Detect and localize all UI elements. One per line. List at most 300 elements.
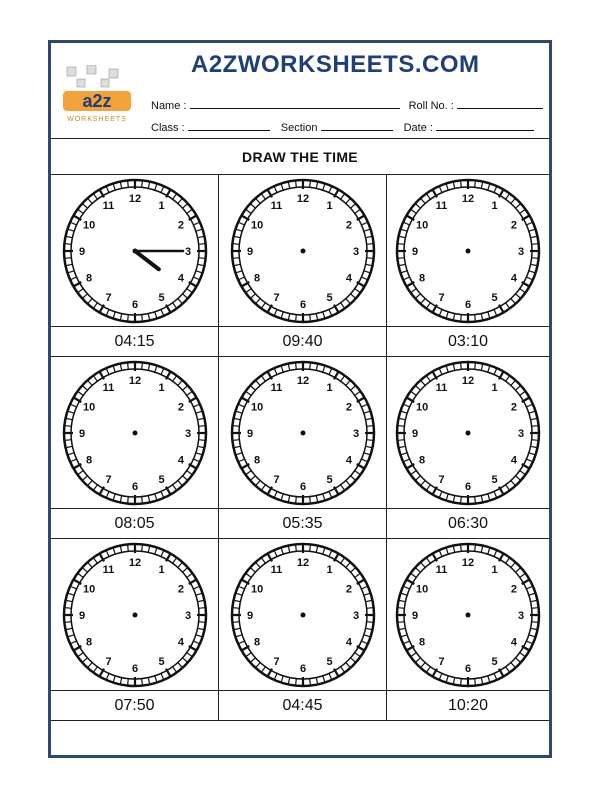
- clock-number: 6: [131, 481, 139, 493]
- time-label: 04:45: [219, 691, 387, 721]
- clock-tick: [120, 314, 121, 321]
- clock-tick: [516, 203, 521, 208]
- clock-number: 2: [510, 401, 517, 414]
- clock-tick: [78, 653, 84, 657]
- clock-tick: [366, 600, 373, 601]
- clock-tick: [329, 673, 332, 679]
- clock-tick: [178, 481, 183, 486]
- clock-tick: [87, 481, 92, 486]
- class-label: Class :: [151, 122, 185, 134]
- clock-tick: [411, 653, 417, 657]
- clock-tick: [426, 194, 430, 200]
- clock-number: 1: [158, 200, 165, 213]
- clock-tick: [281, 494, 283, 501]
- clock-tick: [196, 593, 203, 595]
- clock-tick: [532, 258, 539, 259]
- clock-tick: [183, 203, 188, 208]
- clock-number: 7: [273, 291, 280, 304]
- clock-number: 5: [491, 655, 498, 668]
- clock-number: 5: [158, 291, 165, 304]
- clock-tick: [399, 446, 406, 447]
- clock-tick: [199, 440, 206, 441]
- clock-cell[interactable]: [51, 175, 219, 327]
- clock-tick: [187, 209, 193, 213]
- clock-tick: [506, 303, 510, 309]
- clock-tick: [274, 368, 277, 374]
- clock-tick: [475, 497, 476, 504]
- clock-tick: [399, 600, 406, 601]
- clock-number: 1: [326, 382, 333, 395]
- clock-tick: [415, 203, 420, 208]
- clock-tick: [235, 411, 242, 413]
- clock-tick: [520, 573, 526, 577]
- clock-tick: [193, 277, 199, 280]
- clock-tick: [234, 600, 241, 601]
- clock-tick: [426, 376, 430, 382]
- clock-number: 7: [105, 473, 112, 486]
- clock-tick: [439, 550, 442, 556]
- clock-number: 6: [131, 299, 139, 311]
- clock-tick: [82, 294, 87, 299]
- clock-tick: [511, 481, 516, 486]
- clock-tick: [420, 481, 425, 486]
- clock-tick: [526, 277, 532, 280]
- clock-tick: [106, 673, 109, 679]
- clock-tick: [316, 182, 317, 189]
- clock-center: [133, 249, 138, 254]
- clock-tick: [193, 404, 199, 407]
- clock-tick: [481, 496, 482, 503]
- clock-tick: [532, 426, 539, 427]
- clock-tick: [78, 391, 84, 395]
- clock-tick: [329, 368, 332, 374]
- clock-cell[interactable]: [219, 357, 387, 509]
- clock-tick: [329, 186, 332, 192]
- clock-tick: [66, 446, 73, 447]
- clock-number: 3: [352, 428, 360, 440]
- clock-tick: [232, 426, 239, 427]
- clock-number: 1: [326, 200, 333, 213]
- clock-tick: [78, 471, 84, 475]
- clock-tick: [403, 586, 409, 589]
- time-label: 06:30: [387, 509, 549, 539]
- clock-tick: [274, 673, 277, 679]
- clock-tick: [453, 496, 454, 503]
- clock-tick: [66, 264, 73, 265]
- clock-number: 12: [128, 557, 142, 569]
- clock-tick: [364, 635, 371, 637]
- clock-tick: [296, 180, 297, 187]
- clock-tick: [173, 485, 177, 491]
- time-label: 08:05: [51, 509, 219, 539]
- clock-tick: [329, 491, 332, 497]
- clock-tick: [346, 198, 351, 203]
- clock-tick: [196, 229, 203, 231]
- clock-tick: [234, 418, 241, 419]
- clock-tick: [316, 496, 317, 503]
- clock-tick: [531, 236, 538, 237]
- clock-tick: [488, 365, 490, 372]
- section-field[interactable]: [321, 119, 393, 131]
- clock-tick: [183, 476, 188, 481]
- clock-tick: [234, 236, 241, 237]
- clock-tick: [346, 380, 351, 385]
- clock-tick: [323, 494, 325, 501]
- clock-tick: [70, 586, 76, 589]
- clock-tick: [364, 411, 371, 413]
- clock-tick: [120, 496, 121, 503]
- clock-tick: [178, 562, 183, 567]
- clock-tick: [426, 485, 430, 491]
- clock-number: 3: [184, 428, 192, 440]
- clock-tick: [399, 236, 406, 237]
- clock-tick: [67, 411, 74, 413]
- clock-tick: [361, 277, 367, 280]
- clock-tick: [64, 608, 71, 609]
- clock-tick: [113, 183, 115, 190]
- clock-tick: [403, 222, 409, 225]
- clock-tick: [142, 362, 143, 369]
- clock-number: 10: [250, 583, 264, 596]
- clock-tick: [420, 663, 425, 668]
- class-field[interactable]: [188, 119, 270, 131]
- clock-tick: [506, 376, 510, 382]
- name-field[interactable]: [190, 97, 400, 109]
- clock-tick: [310, 679, 311, 686]
- clock-tick: [296, 544, 297, 551]
- clock-tick: [70, 641, 76, 644]
- clock-tick: [193, 641, 199, 644]
- clock-tick: [351, 294, 356, 299]
- clock-tick: [198, 418, 205, 419]
- clock-face[interactable]: [219, 539, 387, 691]
- clock-tick: [67, 453, 74, 455]
- clock-number: 2: [345, 401, 352, 414]
- clock-tick: [238, 459, 244, 462]
- clock-tick: [232, 608, 239, 609]
- clock-tick: [199, 258, 206, 259]
- clock-number: 8: [419, 636, 426, 649]
- clock-tick: [187, 573, 193, 577]
- clock-tick: [142, 679, 143, 686]
- clock-tick: [426, 667, 430, 673]
- clock-tick: [529, 453, 536, 455]
- clock-tick: [355, 289, 361, 293]
- clock-tick: [274, 550, 277, 556]
- clock-tick: [488, 312, 490, 319]
- clock-tick: [148, 364, 149, 371]
- clock-face[interactable]: [219, 357, 387, 509]
- clock-tick: [288, 314, 289, 321]
- clock-cell[interactable]: [219, 175, 387, 327]
- clock-center: [466, 431, 471, 436]
- clock-tick: [316, 546, 317, 553]
- clock-tick: [400, 453, 407, 455]
- clock-tick: [235, 229, 242, 231]
- clock-number: 2: [177, 219, 184, 232]
- clock-tick: [529, 271, 536, 273]
- clock-tick: [411, 471, 417, 475]
- clock-face[interactable]: [51, 357, 219, 509]
- clock-number: 12: [461, 193, 475, 205]
- clock-tick: [461, 180, 462, 187]
- clock-tick: [64, 622, 71, 623]
- clock-number: 12: [461, 375, 475, 387]
- clock-tick: [446, 365, 448, 372]
- clock-tick: [187, 391, 193, 395]
- clock-tick: [173, 558, 177, 564]
- clock-tick: [364, 229, 371, 231]
- clock-cell[interactable]: [219, 539, 387, 691]
- hour-hand: [135, 251, 159, 269]
- clock-tick: [411, 391, 417, 395]
- clock-number: 6: [299, 663, 307, 675]
- clock-tick: [148, 546, 149, 553]
- clock-tick: [351, 567, 356, 572]
- clock-tick: [494, 550, 497, 556]
- clock-tick: [511, 198, 516, 203]
- clock-number: 12: [128, 193, 142, 205]
- clock-tick: [310, 497, 311, 504]
- clock-tick: [128, 497, 129, 504]
- date-field[interactable]: [436, 119, 534, 131]
- clock-tick: [397, 258, 404, 259]
- clock-center: [301, 249, 306, 254]
- clock-number: 5: [491, 291, 498, 304]
- clock-tick: [82, 203, 87, 208]
- clock-tick: [148, 678, 149, 685]
- clock-number: 12: [128, 375, 142, 387]
- clock-cell[interactable]: [387, 539, 549, 691]
- clock-face[interactable]: [51, 539, 219, 691]
- clock-tick: [367, 244, 374, 245]
- clock-tick: [323, 547, 325, 554]
- roll-field[interactable]: [457, 97, 543, 109]
- clock-tick: [66, 600, 73, 601]
- clock-tick: [70, 404, 76, 407]
- clock-tick: [199, 244, 206, 245]
- clock-tick: [161, 368, 164, 374]
- clock-tick: [142, 544, 143, 551]
- clock-tick: [173, 303, 177, 309]
- clock-tick: [481, 678, 482, 685]
- clock-tick: [113, 676, 115, 683]
- clock-number: 7: [105, 655, 112, 668]
- clock-tick: [520, 471, 526, 475]
- clock-tick: [183, 567, 188, 572]
- clock-tick: [261, 558, 265, 564]
- clock-tick: [461, 362, 462, 369]
- clock-number: 7: [438, 473, 445, 486]
- clock-tick: [235, 635, 242, 637]
- clock-tick: [161, 186, 164, 192]
- svg-text:a2z: a2z: [82, 91, 112, 111]
- clock-number: 8: [86, 636, 93, 649]
- clock-number: 9: [411, 246, 419, 258]
- clock-tick: [196, 635, 203, 637]
- clock-cell[interactable]: [387, 357, 549, 509]
- clock-tick: [400, 229, 407, 231]
- clock-tick: [420, 562, 425, 567]
- clock-tick: [70, 222, 76, 225]
- clock-center: [301, 431, 306, 436]
- clock-tick: [399, 418, 406, 419]
- clock-tick: [155, 494, 157, 501]
- clock-tick: [93, 558, 97, 564]
- clock-tick: [415, 294, 420, 299]
- time-label: 05:35: [219, 509, 387, 539]
- clock-tick: [288, 364, 289, 371]
- clock-tick: [198, 236, 205, 237]
- clock-tick: [235, 271, 242, 273]
- clock-number: 7: [105, 291, 112, 304]
- clock-tick: [488, 183, 490, 190]
- clock-tick: [366, 628, 373, 629]
- clock-number: 3: [517, 610, 525, 622]
- clock-tick: [296, 362, 297, 369]
- clock-tick: [439, 368, 442, 374]
- clock-tick: [64, 258, 71, 259]
- clock-tick: [316, 364, 317, 371]
- clock-number: 8: [419, 454, 426, 467]
- clock-tick: [366, 446, 373, 447]
- clock-tick: [531, 264, 538, 265]
- clock-tick: [66, 418, 73, 419]
- clock-tick: [361, 586, 367, 589]
- clock-tick: [411, 573, 417, 577]
- clock-tick: [526, 641, 532, 644]
- clock-face[interactable]: [387, 539, 549, 691]
- clock-tick: [475, 679, 476, 686]
- clock-number: 1: [158, 564, 165, 577]
- clock-tick: [235, 453, 242, 455]
- clock-face[interactable]: [387, 357, 549, 509]
- clock-tick: [78, 209, 84, 213]
- clock-tick: [183, 658, 188, 663]
- clock-tick: [367, 440, 374, 441]
- clock-tick: [93, 194, 97, 200]
- clock-tick: [178, 299, 183, 304]
- clock-tick: [453, 314, 454, 321]
- clock-number: 6: [131, 663, 139, 675]
- clock-tick: [367, 608, 374, 609]
- clock-cell[interactable]: [387, 175, 549, 327]
- clock-tick: [82, 658, 87, 663]
- clock-number: 3: [517, 428, 525, 440]
- clock-number: 6: [464, 481, 472, 493]
- clock-tick: [403, 404, 409, 407]
- clock-tick: [155, 547, 157, 554]
- clock-tick: [128, 679, 129, 686]
- clock-tick: [511, 663, 516, 668]
- clock-tick: [113, 547, 115, 554]
- clock-tick: [64, 426, 71, 427]
- clock-face[interactable]: [387, 175, 549, 327]
- clock-tick: [420, 198, 425, 203]
- clock-tick: [506, 194, 510, 200]
- clock-tick: [66, 236, 73, 237]
- clock-tick: [120, 182, 121, 189]
- clock-number: 6: [299, 481, 307, 493]
- clock-tick: [281, 183, 283, 190]
- clock-number: 2: [177, 583, 184, 596]
- clock-number: 12: [296, 193, 310, 205]
- clock-tick: [494, 368, 497, 374]
- clock-tick: [355, 653, 361, 657]
- clock-tick: [198, 600, 205, 601]
- clock-cell[interactable]: [51, 357, 219, 509]
- clock-tick: [234, 446, 241, 447]
- clock-tick: [488, 494, 490, 501]
- clock-tick: [506, 485, 510, 491]
- clock-tick: [494, 309, 497, 315]
- clock-number: 9: [246, 610, 254, 622]
- clock-tick: [288, 182, 289, 189]
- clock-tick: [250, 294, 255, 299]
- clock-tick: [415, 567, 420, 572]
- clock-tick: [397, 440, 404, 441]
- clock-tick: [488, 547, 490, 554]
- clock-tick: [400, 271, 407, 273]
- clock-tick: [397, 608, 404, 609]
- clock-tick: [193, 586, 199, 589]
- clock-tick: [397, 426, 404, 427]
- clock-cell[interactable]: [51, 539, 219, 691]
- clock-number: 11: [270, 200, 283, 213]
- clock-tick: [364, 593, 371, 595]
- clock-tick: [446, 494, 448, 501]
- clock-tick: [411, 289, 417, 293]
- clock-tick: [426, 558, 430, 564]
- clock-number: 12: [296, 375, 310, 387]
- clock-tick: [526, 404, 532, 407]
- clock-tick: [250, 658, 255, 663]
- clock-tick: [93, 485, 97, 491]
- clock-tick: [453, 364, 454, 371]
- clock-number: 6: [464, 663, 472, 675]
- clock-number: 3: [352, 246, 360, 258]
- clock-number: 11: [102, 564, 115, 577]
- clock-face[interactable]: [219, 175, 387, 327]
- clock-number: 1: [491, 382, 498, 395]
- clock-tick: [183, 294, 188, 299]
- clock-tick: [415, 658, 420, 663]
- clock-tick: [155, 183, 157, 190]
- clock-tick: [113, 365, 115, 372]
- clock-tick: [120, 546, 121, 553]
- clock-tick: [250, 385, 255, 390]
- clock-center: [133, 613, 138, 618]
- clock-tick: [346, 663, 351, 668]
- clock-number: 11: [270, 382, 283, 395]
- clock-face[interactable]: [51, 175, 219, 327]
- clock-tick: [446, 676, 448, 683]
- clock-tick: [255, 562, 260, 567]
- clock-tick: [341, 376, 345, 382]
- clock-tick: [355, 391, 361, 395]
- clock-tick: [296, 679, 297, 686]
- clock-tick: [87, 380, 92, 385]
- clock-number: 2: [510, 583, 517, 596]
- clock-number: 10: [82, 219, 96, 232]
- clock-tick: [78, 573, 84, 577]
- clock-tick: [506, 667, 510, 673]
- clock-tick: [173, 667, 177, 673]
- clock-tick: [310, 180, 311, 187]
- clock-tick: [532, 608, 539, 609]
- clock-tick: [250, 567, 255, 572]
- clock-number: 7: [438, 655, 445, 668]
